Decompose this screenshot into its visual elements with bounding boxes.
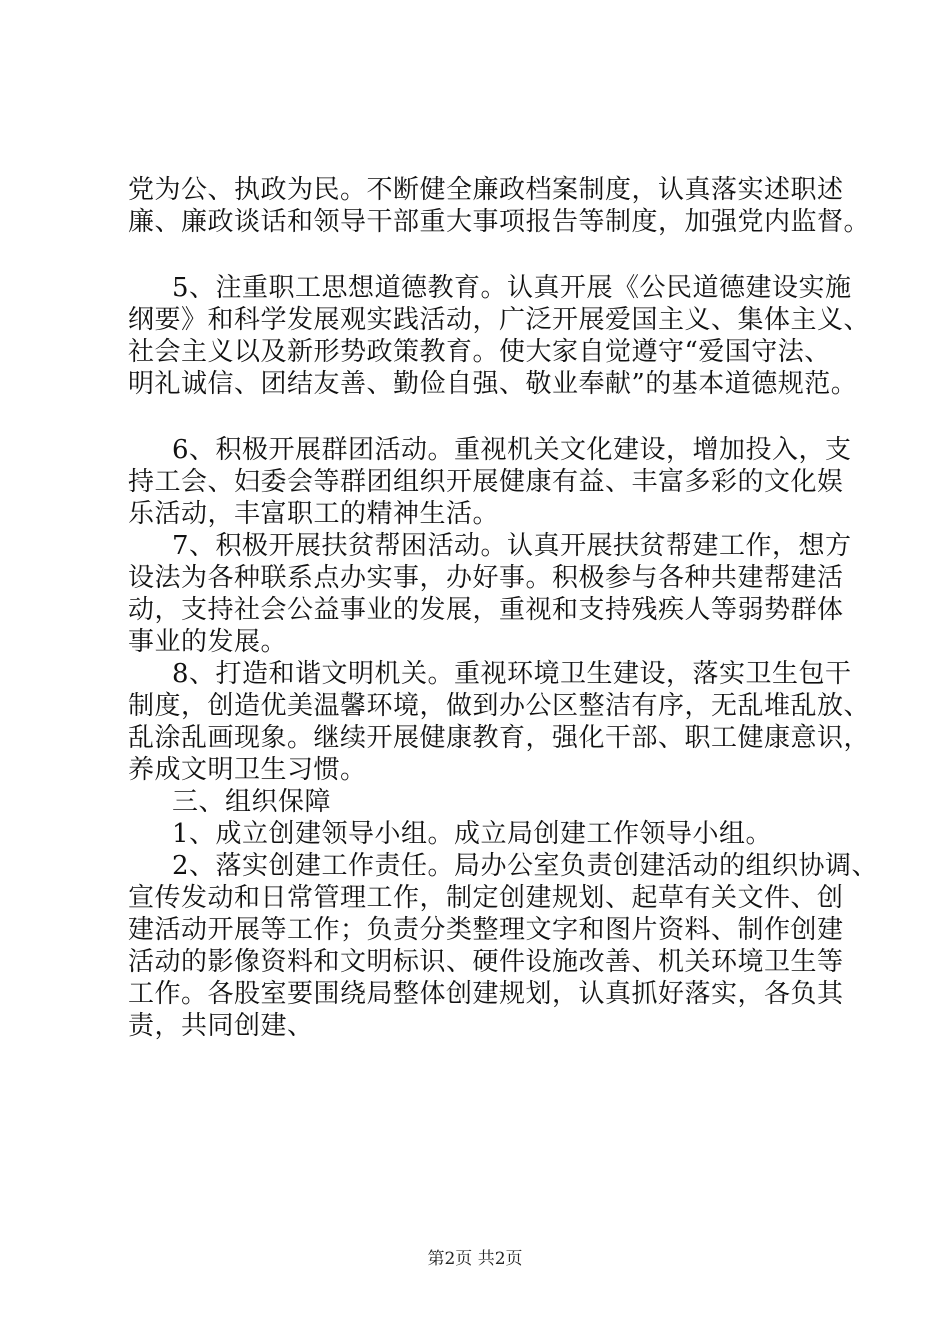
text-line: 活动的影像资料和文明标识、硬件设施改善、机关环境卫生等 [128, 947, 844, 977]
text-line: 工作。各股室要围绕局整体创建规划，认真抓好落实，各负其 [128, 979, 844, 1009]
text-line: 宣传发动和日常管理工作，制定创建规划、起草有关文件、创 [128, 883, 844, 913]
text-line: 设法为各种联系点办实事，办好事。积极参与各种共建帮建活 [128, 563, 844, 593]
text-line: 社会主义以及新形势政策教育。使大家自觉遵守“爱国守法、 [128, 337, 831, 367]
page-number-footer: 第2页 共2页 [427, 1249, 523, 1269]
item-2-start: 2、落实创建工作责任。局办公室负责创建活动的组织协调、 [172, 851, 879, 881]
text-line: 事业的发展。 [128, 627, 288, 657]
paragraph-5-start: 5、注重职工思想道德教育。认真开展《公民道德建设实施 [172, 273, 852, 303]
text-line: 持工会、妇委会等群团组织开展健康有益、丰富多彩的文化娱 [128, 467, 844, 497]
text-line: 廉、廉政谈话和领导干部重大事项报告等制度，加强党内监督。 [128, 207, 871, 237]
text-line: 乱涂乱画现象。继续开展健康教育，强化干部、职工健康意识， [128, 723, 871, 753]
text-line: 动，支持社会公益事业的发展，重视和支持残疾人等弱势群体 [128, 595, 844, 625]
text-line: 养成文明卫生习惯。 [128, 755, 367, 785]
item-1: 1、成立创建领导小组。成立局创建工作领导小组。 [172, 819, 773, 849]
text-line: 明礼诚信、团结友善、勤俭自强、敬业奉献”的基本道德规范。 [128, 369, 858, 399]
paragraph-8-start: 8、打造和谐文明机关。重视环境卫生建设，落实卫生包干 [172, 659, 852, 689]
text-line: 纲要》和科学发展观实践活动，广泛开展爱国主义、集体主义、 [128, 305, 871, 335]
paragraph-6-start: 6、积极开展群团活动。重视机关文化建设，增加投入，支 [172, 435, 852, 465]
text-line: 责，共同创建、 [128, 1011, 314, 1041]
text-line: 乐活动，丰富职工的精神生活。 [128, 499, 500, 529]
text-line: 党为公、执政为民。不断健全廉政档案制度，认真落实述职述 [128, 175, 844, 205]
section-heading: 三、组织保障 [172, 787, 332, 817]
body-text [128, 174, 879, 1042]
text-line: 制度，创造优美温馨环境，做到办公区整洁有序，无乱堆乱放、 [128, 691, 871, 721]
paragraph-7-start: 7、积极开展扶贫帮困活动。认真开展扶贫帮建工作，想方 [172, 531, 852, 561]
text-line: 建活动开展等工作；负责分类整理文字和图片资料、制作创建 [128, 915, 844, 945]
